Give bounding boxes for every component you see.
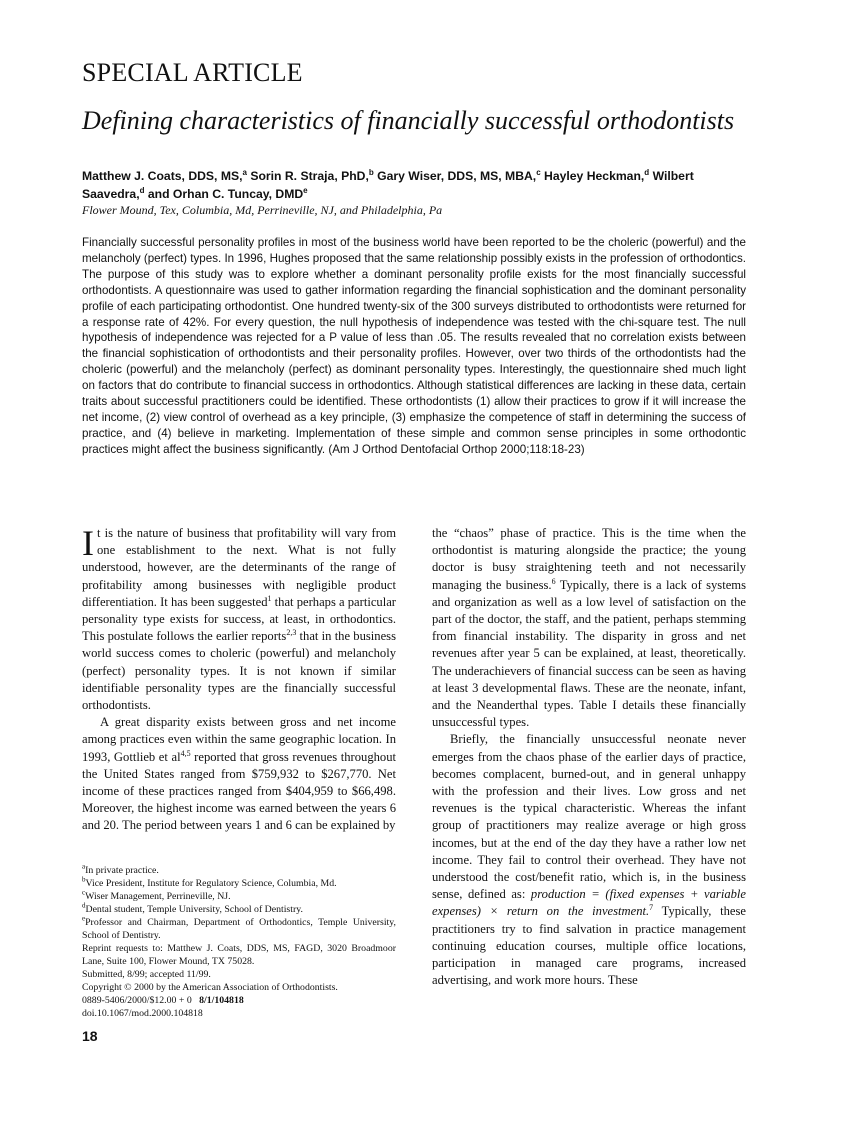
text: A great disparity exists between gross and net income among practices even within the same geographic location. In 1993, Gottlieb et al — [82, 715, 396, 764]
footnote-c — [82, 890, 396, 903]
text: Vice President, Institute for Regulatory Science, Columbia, Md. — [85, 878, 337, 889]
reference[interactable]: 4,5 — [180, 748, 191, 758]
reference[interactable]: 7 — [649, 903, 654, 913]
article-type: SPECIAL ARTICLE — [82, 58, 303, 87]
text: Typically, these practitioners try to find salvation in practice management continuing education courses, multiple office locations, participation in managed care programs, increased advertising, and work more hours. These — [432, 904, 746, 988]
author-list — [82, 167, 747, 203]
abstract: Financially successful personality profiles in most of the business world have been reported to be the choleric (powerful) and the melancholy (perfect) types. In 1996, Hughes proposed that the same relationship possibly exists in the profession of orthodontics. The purpose of this study was to explore whether a dominant personality profile exists for the most financially successful orthodontists. A questionnaire was used to gather information regarding the financial sophistication and the dominant personality profile of each participating orthodontist. One hundred twenty-six of the 300 surveys distributed to orthodontists were returned for a response rate of 42%. For every question, the null hypothesis of independence was tested with the chi-square test. The null hypothesis of independence was rejected for a P value of less than .05. The results revealed that no correlation exists between the financial sophistication of orthodontists and their personality profiles. However, over two thirds of the orthodontists had the choleric (powerful) and the melancholy (perfect) as dominant personality types. Interestingly, the questionnaire shed much light on factors that do contribute to financial success in orthodontics. Although statistical differences are lacking in these data, certain traits about successful practitioners could be identified. These orthodontists (1) allow their practices to grow if it will increase the net income, (2) view control of overhead as a key principle, (3) emphasize the competence of staff in determining the success of practice, and (4) believe in marketing. Implementation of these simple and common sense principles in some orthodontic practices might affect the business significantly. (Am J Orthod Dentofacial Orthop 2000;118:18-23) — [82, 236, 746, 456]
author: Wilbert Saavedra, — [82, 169, 694, 201]
footnote-d — [82, 903, 396, 916]
submission-dates: Submitted, 8/99; accepted 11/99. — [82, 969, 211, 980]
author-mark: a — [242, 167, 247, 177]
author-mark: e — [303, 185, 308, 195]
author: Matthew J. Coats, DDS, MS, — [82, 169, 243, 183]
text: Briefly, the financially unsuccessful neonate never emerges from the chaos phase of the earlier days of practice, becomes complacent, burned-out, and in general unhappy with the profession and their lives. Low gross and net revenues is the typical characteristic. Whereas the infant group of practitioners may realize average or high gross incomes, but at the end of the day they have a rather low net income. They fail to control their overhead. They have not understood the cost/benefit ratio, which is, in the business sense, defined as: — [432, 732, 746, 902]
footnote-b — [82, 877, 396, 890]
author: and Orhan C. Tuncay, DMD — [144, 187, 304, 201]
doi[interactable]: doi.10.1067/mod.2000.104818 — [82, 1008, 203, 1019]
article-title: Defining characteristics of financially successful orthodontists — [82, 106, 735, 135]
text: that in the business world success comes to choleric (powerful) and melancholy (perfect) personality types. It is not known if similar identifiable personality types are the financially successful orthodontists. — [82, 629, 396, 713]
reference[interactable]: 1 — [267, 593, 272, 603]
author-mark: b — [368, 167, 374, 177]
text: Dental student, Temple University, School of Dentistry. — [85, 904, 303, 915]
author-mark: d — [644, 167, 650, 177]
copyright: Copyright © 2000 by the American Association of Orthodontists. — [82, 982, 338, 993]
article-code: 8/1/104818 — [199, 995, 244, 1006]
footnote-mark: d — [82, 901, 86, 910]
drop-cap: I — [82, 523, 94, 563]
right-column — [432, 525, 746, 989]
reference[interactable]: 2,3 — [286, 628, 297, 638]
footnote-e — [82, 916, 396, 942]
left-column — [82, 525, 396, 835]
text: Typically, there is a lack of systems and organization as well as a low level of satisfaction on the part of the doctor, the staff, and the patient, perhaps stemming from financial instability. The disparity in gross and net revenues after year 5 can be explained, at least, theoretically. The underachievers of financial success can be seen as having at least 3 developmental flaws. These are the neonate, infant, and the Neanderthal types. Table I details these financially unsuccessful types. — [432, 577, 746, 730]
body-paragraph — [82, 525, 396, 714]
footnote-mark: c — [82, 888, 86, 897]
issn-line — [82, 994, 396, 1007]
body-paragraph — [82, 714, 396, 834]
text: that perhaps a particular personality type exists for success, at least, in orthodontics. This postulate follows the earlier reports — [82, 594, 397, 644]
footnote-mark: b — [82, 875, 86, 884]
author: Gary Wiser, DDS, MS, MBA, — [373, 169, 537, 183]
reference[interactable]: 6 — [551, 576, 556, 586]
footnote-mark: a — [82, 862, 86, 871]
affiliation: Flower Mound, Tex, Columbia, Md, Perrineville, NJ, and Philadelphia, Pa — [82, 203, 443, 217]
text: In private practice. — [85, 865, 159, 876]
author: Hayley Heckman, — [540, 169, 645, 183]
footnote-mark: e — [82, 914, 86, 923]
reprint-requests: Reprint requests to: Matthew J. Coats, DDS, MS, FAGD, 3020 Broadmoor Lane, Suite 100, Flower Mound, TX 75028. — [82, 943, 396, 967]
text: Wiser Management, Perrineville, NJ. — [85, 891, 231, 902]
author-mark: c — [536, 167, 541, 177]
page-number: 18 — [82, 1028, 98, 1044]
text: reported that gross revenues throughout the United States ranged from $759,932 to $267,770. Net income of these practices ranged from $404,959 to $66,498. Moreover, the highest income was earned between the years 6 and 20. The period between years 1 and 6 can be explained by — [82, 749, 397, 833]
text: the “chaos” phase of practice. This is the time when the orthodontist is maturing alongside the practice; the young doctor is busy straightening teeth and not necessarily managing the business. — [432, 526, 746, 592]
author-mark: d — [139, 185, 145, 195]
author: Sorin R. Straja, PhD, — [246, 169, 369, 183]
text: Professor and Chairman, Department of Orthodontics, Temple University, School of Dentistry. — [82, 917, 396, 941]
formula: production = (fixed expenses + variable expenses) × return on the investment. — [432, 887, 747, 919]
body-paragraph — [432, 731, 746, 989]
issn: 0889-5406/2000/$12.00 + 0 — [82, 995, 192, 1006]
footnote-a — [82, 864, 396, 877]
text: t is the nature of business that profitability will vary from one establishment to the next. What is not fully understood, however, are the determinants of the range of profitability among businesses with negligible product differentiation. It has been suggested — [82, 526, 396, 609]
footnotes — [82, 864, 396, 1020]
body-paragraph — [432, 525, 746, 731]
